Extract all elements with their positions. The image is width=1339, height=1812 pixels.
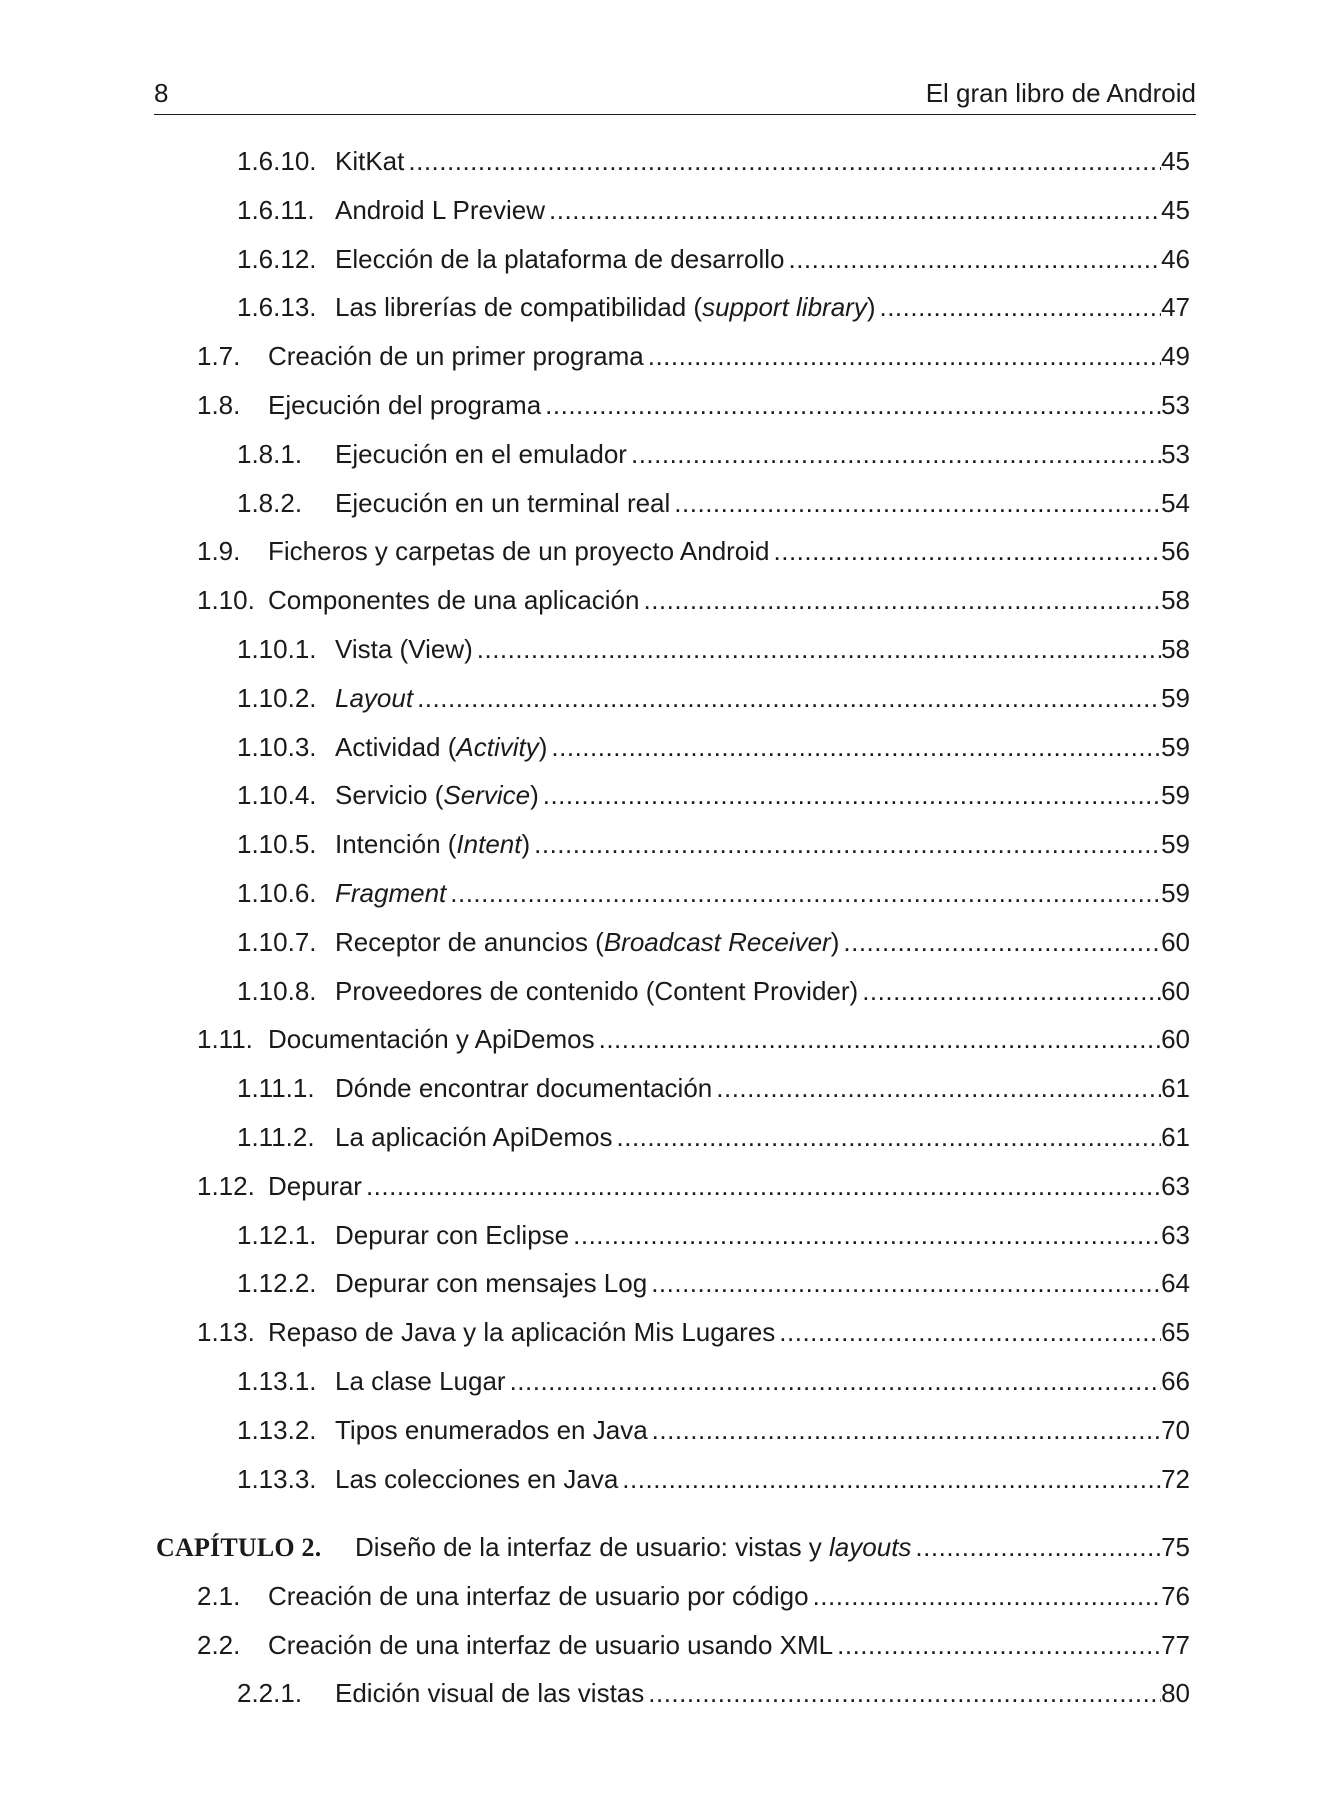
toc-entry-title: Intención (Intent) xyxy=(335,829,531,860)
toc-entry-page: 47 xyxy=(1161,292,1190,323)
toc-entry xyxy=(237,292,1190,326)
toc-leader-dots xyxy=(651,1268,1161,1299)
toc-entry-number: 1.10.5. xyxy=(237,829,317,860)
toc-entry-page: 46 xyxy=(1161,243,1190,274)
toc-entry xyxy=(237,927,1190,961)
toc-entry-page: 66 xyxy=(1161,1366,1190,1396)
toc-entry-number: 1.10.3. xyxy=(237,731,317,762)
toc-entry-page: 61 xyxy=(1161,1073,1190,1104)
toc-entry-title: Ficheros y carpetas de un proyecto Android xyxy=(268,536,770,567)
toc-entry-title: Android L Preview xyxy=(335,194,546,225)
toc-entry-page: 59 xyxy=(1161,731,1190,762)
toc-entry-number: 1.6.11. xyxy=(237,194,315,225)
toc-entry-title: Depurar con mensajes Log xyxy=(335,1268,648,1299)
toc-entry-number: 1.6.10. xyxy=(237,146,317,176)
toc-leader-dots xyxy=(652,1415,1161,1446)
toc-chapter-entry xyxy=(156,1532,1190,1566)
toc-entry-page: 45 xyxy=(1161,146,1190,176)
toc-leader-dots xyxy=(643,585,1161,616)
toc-entry xyxy=(237,634,1190,668)
toc-entry xyxy=(237,878,1190,912)
toc-entry-page: 58 xyxy=(1161,634,1190,664)
toc-entry xyxy=(197,585,1190,619)
toc-entry-number: 1.9. xyxy=(197,536,241,567)
toc-entry-number: 1.10.8. xyxy=(237,975,317,1006)
toc-leader-dots xyxy=(774,536,1162,567)
toc-entry-page: 60 xyxy=(1161,975,1190,1006)
toc-entry-page: 65 xyxy=(1161,1317,1190,1348)
toc-entry-page: 58 xyxy=(1161,585,1190,616)
toc-entry-page: 70 xyxy=(1161,1414,1190,1445)
toc-entry-page: 59 xyxy=(1161,682,1190,713)
toc-entry-number: 1.10.6. xyxy=(237,878,317,908)
toc-entry-number: 1.7. xyxy=(197,341,241,372)
toc-entry xyxy=(237,1366,1190,1400)
toc-entry-number: 1.13. xyxy=(197,1317,255,1348)
toc-entry-title: Proveedores de contenido (Content Provider) xyxy=(335,975,859,1006)
toc-leader-dots xyxy=(450,878,1161,909)
toc-entry xyxy=(237,732,1190,766)
toc-entry-title: Depurar xyxy=(268,1170,362,1201)
toc-entry-number: 1.10.1. xyxy=(237,634,317,664)
toc-entry-number: 1.12. xyxy=(197,1170,255,1201)
toc-entry-number: 1.10.4. xyxy=(237,780,317,811)
toc-entry-page: 63 xyxy=(1161,1170,1190,1201)
toc-entry xyxy=(197,341,1190,375)
page-number: 8 xyxy=(154,78,169,108)
toc-leader-dots xyxy=(843,927,1161,958)
toc-entry xyxy=(237,1220,1190,1254)
toc-entry-number: 1.11. xyxy=(197,1024,253,1055)
running-title: El gran libro de Android xyxy=(925,78,1196,108)
toc-leader-dots xyxy=(622,1464,1161,1495)
toc-entry-title: Las librerías de compatibilidad (support library) xyxy=(335,292,876,323)
toc-entry-title: Repaso de Java y la aplicación Mis Lugares xyxy=(268,1317,776,1348)
toc-entry-title: Actividad (Activity) xyxy=(335,731,548,762)
toc-entry xyxy=(197,1171,1190,1205)
toc-entry-page: 59 xyxy=(1161,829,1190,860)
toc-entry-number: 1.10. xyxy=(197,585,255,616)
toc-entry-number: 1.10.2. xyxy=(237,682,317,713)
toc-entry-number: 1.11.1. xyxy=(237,1073,315,1104)
toc-entry-page: 76 xyxy=(1161,1580,1190,1611)
toc-entry-number: CAPÍTULO 2. xyxy=(156,1533,322,1562)
toc-entry-title: KitKat xyxy=(335,146,405,176)
toc-entry-page: 54 xyxy=(1161,487,1190,518)
toc-entry-title: La clase Lugar xyxy=(335,1366,506,1396)
toc-entry-title: Layout xyxy=(335,682,414,713)
toc-entry-title: Documentación y ApiDemos xyxy=(268,1024,595,1055)
toc-entry-page: 56 xyxy=(1161,536,1190,567)
toc-entry-title: Ejecución del programa xyxy=(268,390,542,420)
toc-entry xyxy=(237,780,1190,814)
toc-leader-dots xyxy=(417,683,1161,714)
toc-leader-dots xyxy=(716,1073,1161,1104)
toc-entry-title: Elección de la plataforma de desarrollo xyxy=(335,243,785,274)
toc-entry-title: Ejecución en el emulador xyxy=(335,438,627,469)
toc-entry xyxy=(237,1415,1190,1449)
toc-entry xyxy=(197,1317,1190,1351)
toc-entry xyxy=(197,390,1190,424)
toc-entry-page: 77 xyxy=(1161,1629,1190,1660)
toc-entry-title: Tipos enumerados en Java xyxy=(335,1414,648,1445)
toc-leader-dots xyxy=(510,1366,1162,1397)
toc-entry xyxy=(197,1024,1190,1058)
toc-leader-dots xyxy=(674,488,1161,519)
toc-entry-number: 1.13.2. xyxy=(237,1414,317,1445)
toc-entry-page: 72 xyxy=(1161,1463,1190,1494)
toc-entry-title: Diseño de la interfaz de usuario: vistas y layouts xyxy=(355,1532,912,1562)
toc-entry-title: La aplicación ApiDemos xyxy=(335,1122,613,1152)
toc-leader-dots xyxy=(813,1581,1162,1612)
toc-entry-number: 1.10.7. xyxy=(237,926,317,957)
toc-entry-page: 60 xyxy=(1161,926,1190,957)
toc-entry-title: Componentes de una aplicación xyxy=(268,585,640,616)
toc-entry-number: 1.13.1. xyxy=(237,1366,317,1396)
toc-entry-page: 49 xyxy=(1161,341,1190,372)
toc-entry xyxy=(197,536,1190,570)
toc-leader-dots xyxy=(573,1220,1161,1251)
toc-leader-dots xyxy=(543,780,1161,811)
toc-entry xyxy=(197,1581,1190,1615)
toc-entry xyxy=(237,1122,1190,1156)
toc-entry xyxy=(237,244,1190,278)
toc-entry-title: Creación de un primer programa xyxy=(268,341,644,372)
toc-entry-title: Receptor de anuncios (Broadcast Receiver) xyxy=(335,926,840,957)
toc-entry xyxy=(237,1678,1190,1712)
toc-leader-dots xyxy=(599,1024,1161,1055)
toc-leader-dots xyxy=(551,732,1161,763)
toc-entry-number: 2.2.1. xyxy=(237,1678,303,1709)
toc-entry-page: 80 xyxy=(1161,1678,1190,1709)
toc-entry xyxy=(237,683,1190,717)
toc-leader-dots xyxy=(862,976,1161,1007)
toc-entry-title: Las colecciones en Java xyxy=(335,1463,619,1494)
toc-entry-title: Dónde encontrar documentación xyxy=(335,1073,713,1104)
toc-leader-dots xyxy=(788,244,1161,275)
toc-leader-dots xyxy=(779,1317,1161,1348)
toc-entry xyxy=(237,195,1190,229)
toc-entry-page: 63 xyxy=(1161,1219,1190,1250)
toc-leader-dots xyxy=(477,634,1161,665)
toc-entry-page: 61 xyxy=(1161,1122,1190,1152)
toc-entry-number: 1.12.1. xyxy=(237,1219,317,1250)
toc-entry-page: 53 xyxy=(1161,390,1190,420)
toc-leader-dots xyxy=(879,292,1161,323)
toc-entry-number: 1.12.2. xyxy=(237,1268,317,1299)
toc-entry xyxy=(237,976,1190,1010)
toc-leader-dots xyxy=(648,1678,1161,1709)
toc-entry-number: 1.13.3. xyxy=(237,1463,317,1494)
toc-leader-dots xyxy=(549,195,1161,226)
toc-entry-title: Fragment xyxy=(335,878,447,908)
toc-entry-title: Ejecución en un terminal real xyxy=(335,487,671,518)
toc-entry-number: 1.6.12. xyxy=(237,243,317,274)
toc-entry-page: 75 xyxy=(1161,1532,1190,1562)
toc-leader-dots xyxy=(617,1122,1162,1153)
toc-leader-dots xyxy=(915,1532,1161,1563)
toc-leader-dots xyxy=(631,439,1161,470)
toc-entry-page: 59 xyxy=(1161,780,1190,811)
toc-entry-title: Vista (View) xyxy=(335,634,473,664)
toc-leader-dots xyxy=(648,341,1161,372)
toc-entry xyxy=(237,439,1190,473)
toc-entry-page: 64 xyxy=(1161,1268,1190,1299)
toc-entry xyxy=(237,1073,1190,1107)
toc-leader-dots xyxy=(366,1171,1161,1202)
toc-entry-title: Edición visual de las vistas xyxy=(335,1678,645,1709)
toc-entry-number: 2.1. xyxy=(197,1580,241,1611)
toc-entry xyxy=(197,1630,1190,1664)
toc-entry xyxy=(237,146,1190,180)
toc-entry xyxy=(237,1268,1190,1302)
toc-entry-number: 1.8.2. xyxy=(237,487,303,518)
toc-entry-page: 53 xyxy=(1161,438,1190,469)
toc-entry-title: Creación de una interfaz de usuario por código xyxy=(268,1580,809,1611)
toc-entry-page: 59 xyxy=(1161,878,1190,908)
toc-entry xyxy=(237,829,1190,863)
toc-entry-title: Servicio (Service) xyxy=(335,780,539,811)
toc-entry-number: 1.11.2. xyxy=(237,1122,315,1152)
toc-entry xyxy=(237,488,1190,522)
toc-entry-page: 60 xyxy=(1161,1024,1190,1055)
toc-leader-dots xyxy=(545,390,1161,421)
toc-entry xyxy=(237,1464,1190,1498)
toc-entry-number: 2.2. xyxy=(197,1629,241,1660)
toc-entry-number: 1.8. xyxy=(197,390,241,420)
toc-entry-title: Creación de una interfaz de usuario usando XML xyxy=(268,1629,834,1660)
toc-leader-dots xyxy=(837,1630,1161,1661)
toc-leader-dots xyxy=(534,829,1161,860)
toc-entry-title: Depurar con Eclipse xyxy=(335,1219,570,1250)
toc-entry-page: 45 xyxy=(1161,194,1190,225)
toc-entry-number: 1.6.13. xyxy=(237,292,317,323)
toc-leader-dots xyxy=(408,146,1161,177)
toc-entry-number: 1.8.1. xyxy=(237,438,303,469)
